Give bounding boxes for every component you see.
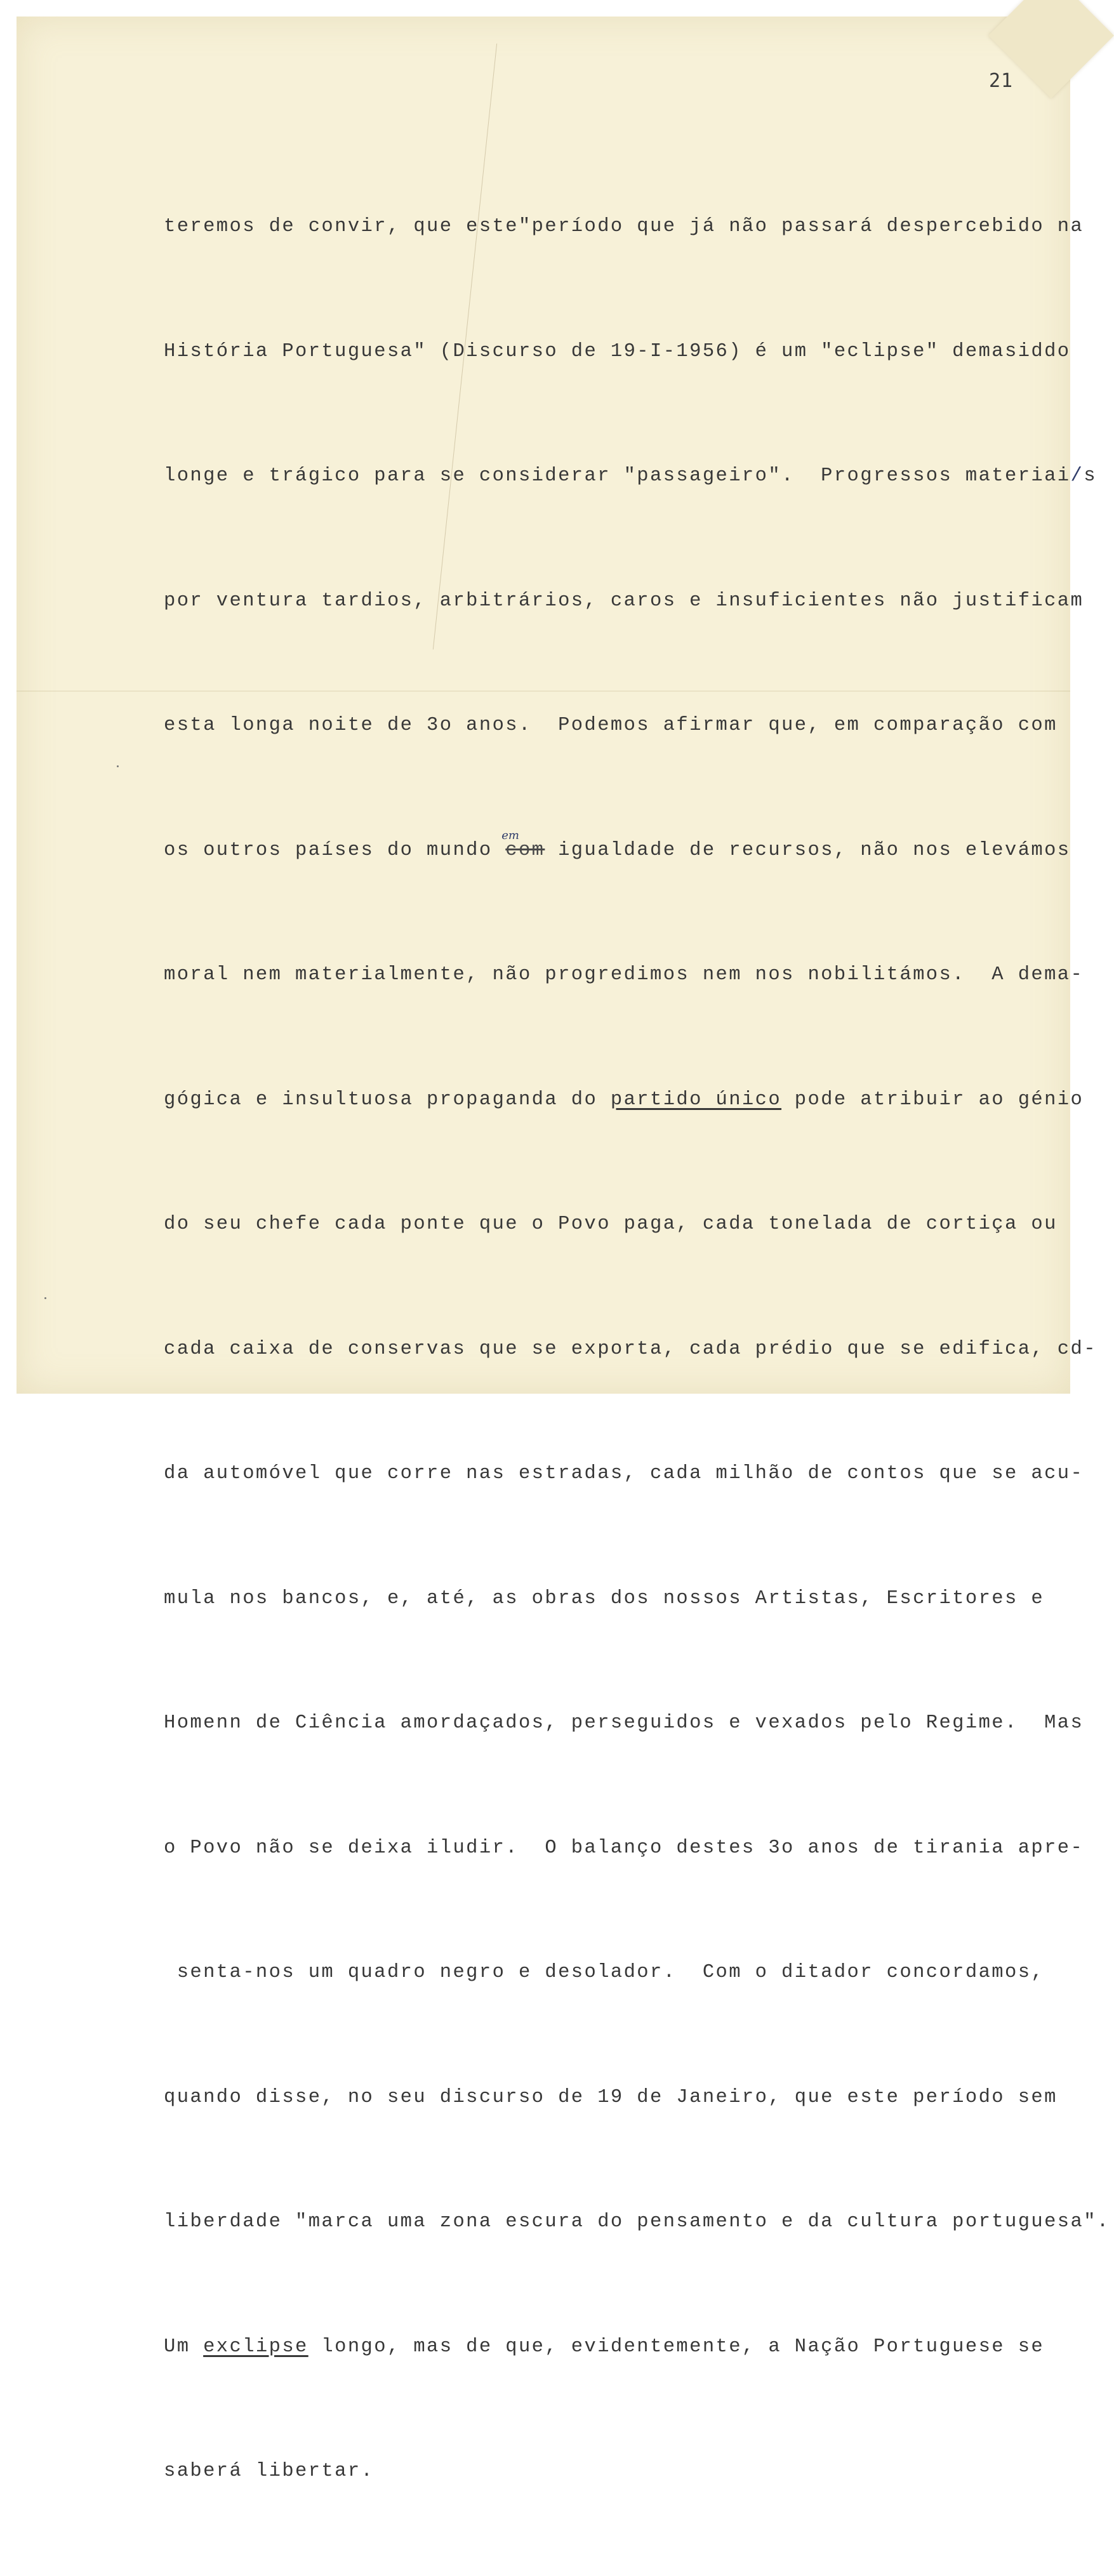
text-line: o Povo não se deixa iludir. O balanço destes 3o anos de tirania apre- bbox=[164, 1837, 1084, 1859]
text-segment: gógica e insultuosa propaganda do bbox=[164, 1088, 611, 1111]
text-segment: igualdade de recursos, não nos elevámos bbox=[545, 839, 1071, 861]
text-line bbox=[164, 456, 1097, 498]
text-line: por ventura tardios, arbitrários, caros e insuficientes não justificam bbox=[164, 590, 1084, 612]
inserted-word: em bbox=[501, 828, 520, 842]
struck-word: com bbox=[505, 839, 545, 861]
typewritten-page bbox=[17, 17, 1110, 2482]
paper-speck bbox=[44, 1297, 46, 1299]
text-segment: os outros países do mundo bbox=[164, 839, 506, 861]
text-line: senta-nos um quadro negro e desolador. Com o ditador concordamos, bbox=[164, 1962, 1045, 1983]
paper-speck bbox=[117, 765, 119, 767]
text-line: saberá libertar. bbox=[164, 2460, 375, 2482]
text-segment: s bbox=[1084, 465, 1097, 487]
text-line: da automóvel que corre nas estradas, cada milhão de contos que se acu- bbox=[164, 1463, 1084, 1484]
text-line: mula nos bancos, e, até, as obras dos nossos Artistas, Escritores e bbox=[164, 1587, 1045, 1609]
text-segment: longe e trágico para se considerar "passageiro". Progressos materiai bbox=[164, 465, 1071, 487]
text-line: Homenn de Ciência amordaçados, perseguidos e vexados pelo Regime. Mas bbox=[164, 1712, 1084, 1734]
underlined-word: exclipse bbox=[203, 2335, 308, 2358]
text-line bbox=[164, 830, 1071, 872]
text-line: do seu chefe cada ponte que o Povo paga, cada tonelada de cortiça ou bbox=[164, 1213, 1058, 1235]
body-text bbox=[164, 123, 1110, 2576]
text-line: liberdade "marca uma zona escura do pensamento e da cultura portuguesa". bbox=[164, 2211, 1110, 2233]
handwritten-correction bbox=[501, 828, 545, 872]
text-line: quando disse, no seu discurso de 19 de Janeiro, que este período sem bbox=[164, 2086, 1058, 2108]
text-segment: Um bbox=[164, 2335, 204, 2358]
text-line: cada caixa de conservas que se exporta, cada prédio que se edifica, cd- bbox=[164, 1338, 1097, 1360]
text-line bbox=[164, 1080, 1084, 1121]
text-line bbox=[164, 2327, 1071, 2368]
page-number: 21 bbox=[989, 70, 1014, 92]
text-line: História Portuguesa" (Discurso de 19-I-1956) é um "eclipse" demasiddo bbox=[164, 340, 1071, 362]
pen-correction-mark: / bbox=[1070, 465, 1084, 487]
text-segment: pode atribuir ao génio bbox=[781, 1088, 1084, 1111]
text-line: moral nem materialmente, não progredimos nem nos nobilitámos. A dema- bbox=[164, 964, 1084, 986]
text-line: teremos de convir, que este"período que já não passará despercebido na bbox=[164, 216, 1084, 237]
text-line: esta longa noite de 3o anos. Podemos afirmar que, em comparação com bbox=[164, 715, 1058, 736]
text-segment: longo, mas de que, evidentemente, a Nação Portuguese se bbox=[308, 2335, 1045, 2358]
underlined-phrase: partido único bbox=[610, 1088, 782, 1111]
